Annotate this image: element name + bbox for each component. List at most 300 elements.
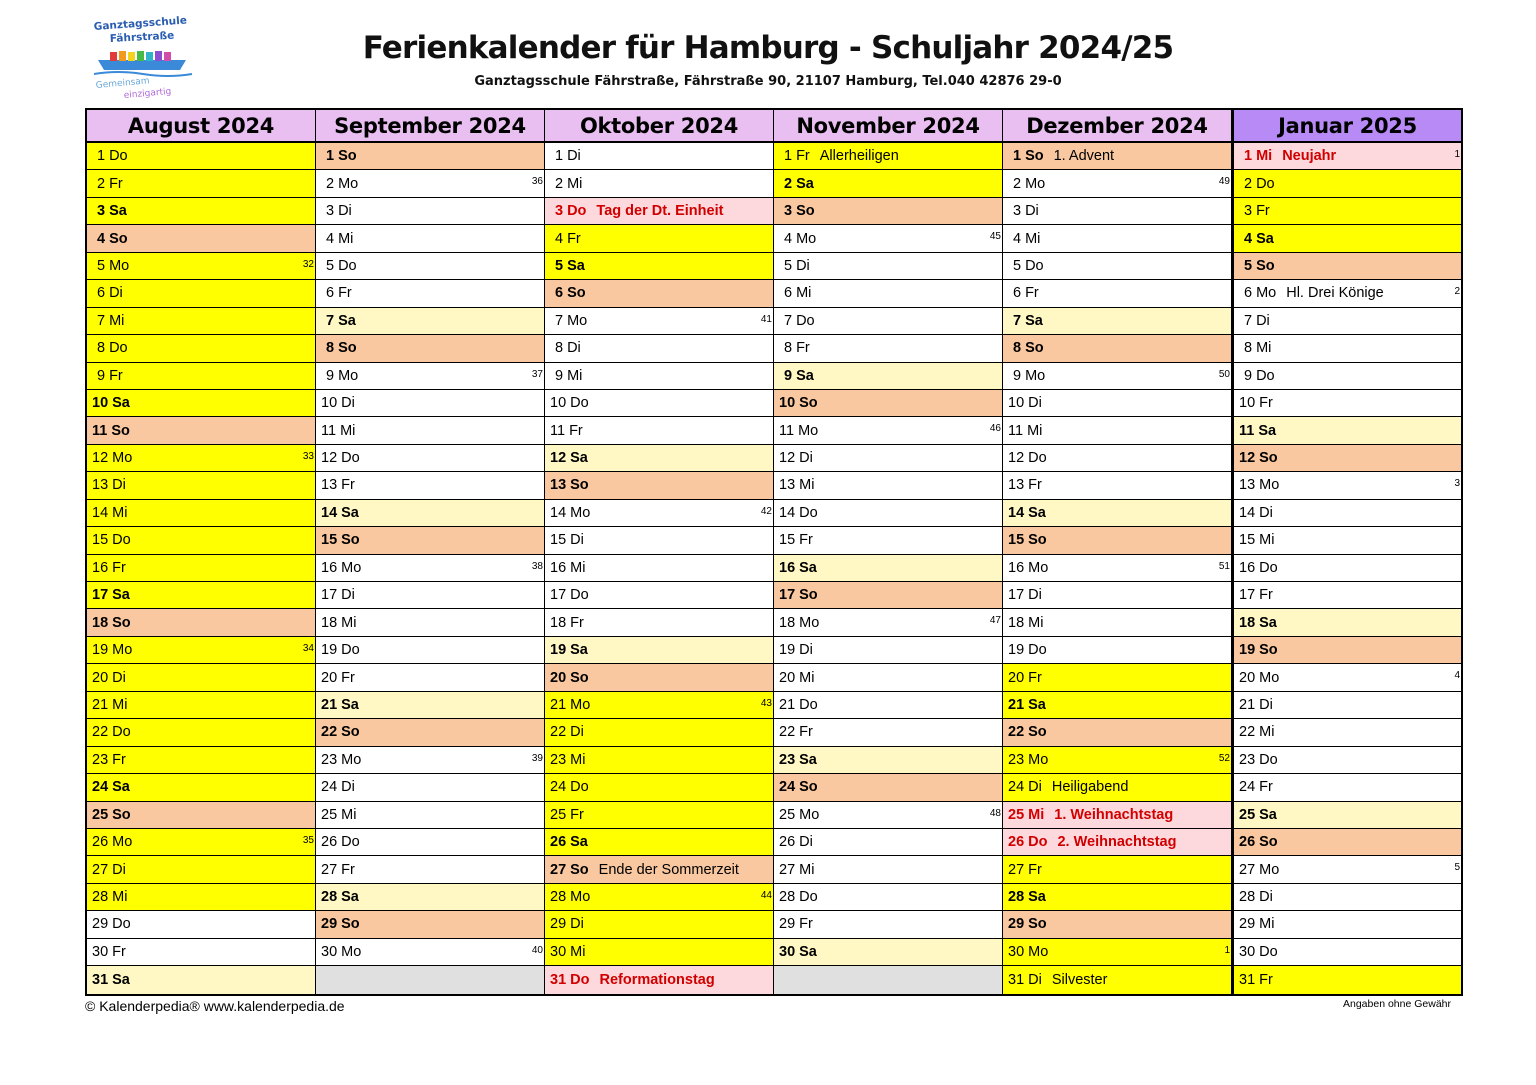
day-row [87, 939, 315, 966]
day-row [316, 884, 544, 911]
day-number: 1 [97, 148, 106, 165]
weekday: Do [796, 312, 815, 329]
day-row [1003, 911, 1231, 938]
weekday: So [338, 148, 357, 165]
day-row [316, 582, 544, 609]
day-number: 28 [321, 889, 338, 906]
empty-day-cell [774, 966, 1002, 993]
day-row [1234, 939, 1461, 966]
weekday: Mi [112, 504, 128, 521]
footer-disclaimer: Angaben ohne Gewähr [1343, 998, 1451, 1010]
day-row [1234, 637, 1461, 664]
day-number: 8 [1013, 340, 1022, 357]
week-number: 33 [302, 450, 314, 462]
weekday: Mo [341, 751, 362, 768]
day-row [1234, 390, 1461, 417]
day-row [545, 253, 773, 280]
day-number: 2 [326, 175, 335, 192]
weekday: Mi [338, 230, 354, 247]
month-column [1002, 108, 1231, 994]
day-row [1003, 225, 1231, 252]
day-row [316, 363, 544, 390]
weekday: Sa [567, 257, 585, 274]
day-row [545, 225, 773, 252]
holiday-label: Allerheiligen [819, 148, 899, 165]
day-row [1234, 884, 1461, 911]
weekday: So [1256, 257, 1275, 274]
day-number: 29 [1239, 916, 1256, 933]
day-number: 9 [555, 367, 564, 384]
day-number: 4 [326, 230, 335, 247]
day-number: 12 [1239, 450, 1256, 467]
day-number: 21 [1008, 696, 1025, 713]
day-number: 24 [779, 779, 796, 796]
day-number: 11 [779, 422, 795, 439]
day-number: 16 [1008, 559, 1025, 576]
day-row [774, 719, 1002, 746]
weekday: Mi [109, 312, 125, 329]
day-number: 18 [321, 614, 338, 631]
day-number: 2 [1013, 175, 1022, 192]
weekday: Do [341, 450, 360, 467]
weekday: Fr [112, 559, 126, 576]
day-row [316, 555, 544, 582]
weekday: Sa [1028, 696, 1046, 713]
week-number: 2 [1454, 286, 1460, 298]
day-row [545, 747, 773, 774]
weekday: Mo [1259, 669, 1280, 686]
day-number: 3 [326, 203, 335, 220]
day-row [1003, 747, 1231, 774]
weekday: Mi [1259, 916, 1275, 933]
day-number: 14 [92, 504, 109, 521]
day-number: 7 [97, 312, 106, 329]
weekday: Do [570, 971, 590, 988]
weekday: Mi [1259, 532, 1275, 549]
day-row [316, 692, 544, 719]
weekday: Fr [112, 751, 126, 768]
day-row [316, 500, 544, 527]
day-row [545, 555, 773, 582]
weekday: So [570, 861, 589, 878]
calendar-grid [85, 108, 1463, 996]
day-row [1234, 555, 1461, 582]
day-row [1003, 527, 1231, 554]
day-row [1003, 363, 1231, 390]
weekday: Do [570, 587, 589, 604]
weekday: Di [1025, 203, 1039, 220]
day-row [87, 308, 315, 335]
day-number: 6 [1013, 285, 1022, 302]
weekday: Mo [341, 943, 362, 960]
day-row [774, 445, 1002, 472]
weekday: Mo [112, 450, 133, 467]
day-row [545, 390, 773, 417]
day-row [87, 802, 315, 829]
day-row [87, 253, 315, 280]
weekday: Mi [112, 696, 128, 713]
weekday: Fr [1028, 861, 1042, 878]
day-row [87, 856, 315, 883]
day-number: 10 [321, 395, 338, 412]
week-number: 47 [989, 615, 1001, 627]
day-row [87, 143, 315, 170]
weekday: Sa [341, 504, 359, 521]
day-row [316, 472, 544, 499]
day-number: 6 [555, 285, 564, 302]
weekday: Mo [567, 312, 588, 329]
day-row [545, 582, 773, 609]
day-row [87, 500, 315, 527]
day-row [316, 280, 544, 307]
weekday: Mi [567, 175, 583, 192]
day-row [316, 308, 544, 335]
day-row [1003, 829, 1231, 856]
day-number: 21 [321, 696, 338, 713]
weekday: Fr [799, 532, 813, 549]
weekday: Mi [1256, 340, 1272, 357]
day-number: 3 [784, 203, 793, 220]
weekday: Mi [1256, 148, 1273, 165]
day-row [1003, 664, 1231, 691]
week-number: 4 [1454, 670, 1460, 682]
day-row [545, 500, 773, 527]
day-row [1234, 856, 1461, 883]
day-row [774, 335, 1002, 362]
week-number: 3 [1454, 478, 1460, 490]
day-number: 31 [92, 971, 109, 988]
weekday: Do [112, 724, 131, 741]
week-number: 1 [1224, 944, 1230, 956]
weekday: Fr [569, 422, 583, 439]
weekday: Mi [567, 367, 583, 384]
day-number: 10 [92, 395, 109, 412]
weekday: Mo [338, 367, 359, 384]
day-row [87, 445, 315, 472]
weekday: Fr [796, 148, 810, 165]
day-row [1003, 884, 1231, 911]
day-row [87, 527, 315, 554]
day-number: 8 [1244, 340, 1253, 357]
day-row [774, 170, 1002, 197]
holiday-label: 2. Weihnachtstag [1057, 834, 1177, 851]
day-number: 11 [321, 422, 337, 439]
weekday: Di [341, 779, 355, 796]
day-row [316, 829, 544, 856]
day-number: 18 [1008, 614, 1025, 631]
day-number: 29 [550, 916, 567, 933]
day-number: 1 [1244, 148, 1253, 165]
day-number: 13 [92, 477, 109, 494]
day-row [87, 692, 315, 719]
weekday: So [1028, 532, 1047, 549]
day-number: 18 [779, 614, 796, 631]
day-number: 16 [92, 559, 109, 576]
day-row [316, 225, 544, 252]
holiday-label: 1. Weihnachtstag [1054, 806, 1174, 823]
day-number: 17 [1008, 587, 1025, 604]
day-row [316, 335, 544, 362]
weekday: So [111, 422, 130, 439]
day-row [87, 198, 315, 225]
day-number: 7 [784, 312, 793, 329]
day-number: 27 [550, 861, 567, 878]
day-row [1003, 939, 1231, 966]
week-number: 46 [989, 423, 1001, 435]
weekday: Do [570, 395, 589, 412]
day-number: 31 [550, 971, 567, 988]
week-number: 1 [1454, 149, 1460, 160]
day-number: 24 [321, 779, 338, 796]
day-row [545, 856, 773, 883]
svg-text:Fährstraße: Fährstraße [109, 29, 175, 45]
day-row [316, 198, 544, 225]
day-number: 5 [97, 257, 106, 274]
day-row [774, 884, 1002, 911]
weekday: Mi [1028, 614, 1044, 631]
weekday: Di [570, 916, 584, 933]
day-row [87, 664, 315, 691]
weekday: Fr [109, 175, 123, 192]
weekday: Do [341, 642, 360, 659]
day-number: 10 [550, 395, 567, 412]
weekday: Mi [340, 422, 356, 439]
week-number: 40 [531, 944, 543, 956]
day-number: 26 [1239, 834, 1256, 851]
weekday: Do [1259, 751, 1278, 768]
weekday: Sa [570, 642, 588, 659]
day-row [87, 829, 315, 856]
weekday: Di [1028, 395, 1042, 412]
day-number: 30 [1008, 943, 1025, 960]
week-number: 38 [531, 560, 543, 572]
weekday: Fr [1256, 203, 1270, 220]
weekday: Di [109, 285, 123, 302]
day-row [774, 472, 1002, 499]
weekday: Sa [112, 971, 130, 988]
month-column [544, 108, 773, 994]
weekday: Mi [1028, 806, 1045, 823]
day-number: 19 [1008, 642, 1025, 659]
day-number: 26 [92, 834, 109, 851]
day-number: 23 [779, 751, 796, 768]
weekday: Fr [570, 806, 584, 823]
day-row [1234, 363, 1461, 390]
day-row [87, 170, 315, 197]
day-number: 24 [1008, 779, 1025, 796]
day-number: 5 [784, 257, 793, 274]
day-number: 5 [1244, 257, 1253, 274]
day-row [1234, 198, 1461, 225]
week-number: 34 [302, 642, 314, 654]
day-number: 11 [1239, 422, 1255, 439]
day-number: 14 [1239, 504, 1256, 521]
day-row [774, 363, 1002, 390]
svg-text:Gemeinsam: Gemeinsam [95, 76, 151, 91]
page-subtitle: Ganztagsschule Fährstraße, Fährstraße 90, 21107 Hamburg, Tel.040 42876 29-0 [474, 74, 1062, 89]
weekday: Mo [570, 696, 591, 713]
day-row [1003, 555, 1231, 582]
weekday: Do [1256, 367, 1275, 384]
weekday: Do [567, 203, 587, 220]
day-number: 30 [321, 943, 338, 960]
month-header: August 2024 [87, 108, 315, 143]
week-number: 32 [302, 258, 314, 270]
day-number: 14 [779, 504, 796, 521]
day-number: 25 [321, 806, 338, 823]
school-logo [88, 14, 198, 104]
holiday-label: Ende der Sommerzeit [598, 861, 739, 878]
day-row [87, 884, 315, 911]
day-row [316, 637, 544, 664]
month-column [85, 108, 315, 994]
day-number: 27 [1008, 861, 1025, 878]
day-number: 18 [550, 614, 567, 631]
day-row [1003, 719, 1231, 746]
weekday: Di [338, 203, 352, 220]
day-row [87, 609, 315, 636]
day-number: 20 [321, 669, 338, 686]
day-number: 22 [1008, 724, 1025, 741]
day-row [774, 637, 1002, 664]
day-number: 29 [321, 916, 338, 933]
weekday: Do [112, 916, 131, 933]
day-number: 9 [326, 367, 335, 384]
day-number: 26 [321, 834, 338, 851]
day-number: 18 [1239, 614, 1256, 631]
weekday: Fr [1028, 669, 1042, 686]
weekday: Mo [798, 422, 819, 439]
weekday: So [1028, 916, 1047, 933]
weekday: So [1025, 340, 1044, 357]
day-row [545, 664, 773, 691]
weekday: Mi [570, 943, 586, 960]
month-header: September 2024 [316, 108, 544, 143]
day-row [545, 719, 773, 746]
day-row [87, 911, 315, 938]
day-number: 1 [784, 148, 793, 165]
day-number: 6 [1244, 285, 1253, 302]
day-row [1234, 527, 1461, 554]
weekday: Do [1028, 642, 1047, 659]
day-number: 14 [1008, 504, 1025, 521]
day-row [316, 747, 544, 774]
day-row [774, 939, 1002, 966]
week-number: 5 [1454, 862, 1460, 874]
day-row [774, 527, 1002, 554]
day-number: 22 [1239, 724, 1256, 741]
day-number: 17 [1239, 587, 1256, 604]
day-row [545, 966, 773, 993]
day-number: 3 [555, 203, 564, 220]
weekday: So [112, 806, 131, 823]
weekday: So [570, 477, 589, 494]
day-number: 11 [1008, 422, 1024, 439]
weekday: Di [799, 642, 813, 659]
day-number: 17 [321, 587, 338, 604]
footer-copyright: © Kalenderpedia® www.kalenderpedia.de [85, 998, 345, 1014]
holiday-label: Neujahr [1282, 148, 1337, 165]
day-row [87, 280, 315, 307]
day-row [316, 143, 544, 170]
weekday: Mi [1027, 422, 1043, 439]
day-row [1234, 966, 1461, 993]
day-row [545, 829, 773, 856]
day-row [1003, 966, 1231, 993]
weekday: Fr [1025, 285, 1039, 302]
day-number: 15 [1008, 532, 1025, 549]
day-row [1234, 143, 1461, 170]
day-number: 16 [1239, 559, 1256, 576]
weekday: Mo [570, 504, 591, 521]
holiday-label: Tag der Dt. Einheit [596, 203, 724, 220]
day-number: 17 [550, 587, 567, 604]
day-row [545, 445, 773, 472]
day-number: 14 [321, 504, 338, 521]
weekday: Mo [341, 559, 362, 576]
day-row [1003, 253, 1231, 280]
day-number: 9 [784, 367, 793, 384]
weekday: Mo [112, 834, 133, 851]
weekday: Di [570, 532, 584, 549]
weekday: Mo [799, 806, 820, 823]
day-row [1234, 170, 1461, 197]
weekday: Sa [1028, 504, 1046, 521]
day-number: 28 [92, 889, 109, 906]
day-row [774, 143, 1002, 170]
day-row [1003, 856, 1231, 883]
day-row [774, 225, 1002, 252]
day-number: 7 [1013, 312, 1022, 329]
weekday: Do [1259, 943, 1278, 960]
day-number: 4 [1013, 230, 1022, 247]
day-number: 23 [92, 751, 109, 768]
day-row [1234, 774, 1461, 801]
day-number: 15 [550, 532, 567, 549]
day-number: 23 [550, 751, 567, 768]
weekday: Fr [341, 669, 355, 686]
day-number: 28 [550, 889, 567, 906]
weekday: Fr [341, 861, 355, 878]
day-number: 11 [550, 422, 566, 439]
day-number: 27 [1239, 861, 1256, 878]
day-number: 7 [555, 312, 564, 329]
day-row [545, 692, 773, 719]
day-number: 26 [1008, 834, 1025, 851]
weekday: Sa [1258, 422, 1277, 439]
weekday: Mi [112, 889, 128, 906]
weekday: Mi [341, 806, 357, 823]
holiday-label: Heiligabend [1051, 779, 1129, 796]
weekday: Sa [799, 559, 817, 576]
holiday-label: Reformationstag [599, 971, 715, 988]
week-number: 39 [531, 752, 543, 764]
weekday: Mo [1025, 175, 1046, 192]
day-row [1003, 692, 1231, 719]
weekday: So [567, 285, 586, 302]
weekday: Mi [341, 614, 357, 631]
weekday: So [1025, 148, 1044, 165]
day-number: 20 [779, 669, 796, 686]
day-number: 24 [1239, 779, 1256, 796]
day-number: 2 [97, 175, 106, 192]
weekday: Fr [338, 285, 352, 302]
weekday: Di [796, 257, 810, 274]
weekday: So [341, 724, 360, 741]
day-row [545, 170, 773, 197]
day-number: 13 [321, 477, 338, 494]
day-number: 3 [97, 203, 106, 220]
